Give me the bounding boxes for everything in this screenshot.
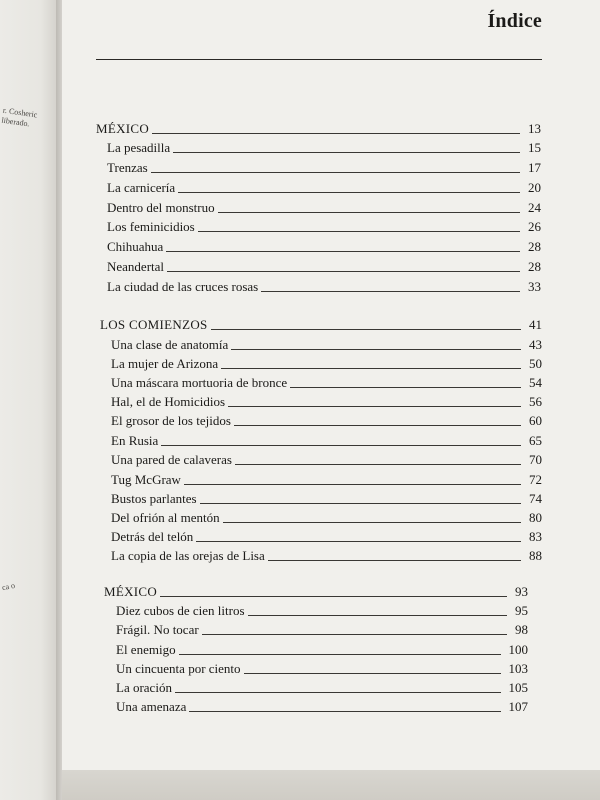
toc-entry-title: La pesadilla <box>107 140 171 155</box>
toc-entry-title: La copia de las orejas de Lisa <box>111 548 265 563</box>
toc-leader-line <box>178 192 520 193</box>
header-divider <box>96 59 542 60</box>
toc-entry-title: Trenzas <box>107 160 148 175</box>
toc-page-number: 103 <box>508 661 528 676</box>
toc-entry-row <box>107 177 541 196</box>
toc-leader-line <box>248 615 507 616</box>
left-page <box>0 0 58 800</box>
toc-entry-title: Diez cubos de cien litros <box>116 603 245 618</box>
toc-entry-title: Neandertal <box>107 259 165 274</box>
toc-leader-line <box>167 271 520 272</box>
toc-leader-line <box>235 464 521 465</box>
toc-page-number: 93 <box>515 584 528 599</box>
toc-entry-title: El enemigo <box>116 642 176 657</box>
page-bottom-edge <box>62 770 600 800</box>
toc-page-number: 15 <box>528 140 541 155</box>
toc-leader-line <box>189 711 500 712</box>
toc-entry-title: Del ofrión al mentón <box>111 510 220 525</box>
toc-page-number: 60 <box>529 413 542 428</box>
toc-leader-line <box>223 522 521 523</box>
toc-section-title: LOS COMIENZOS <box>100 317 208 332</box>
toc-entry-title: Tug McGraw <box>111 472 181 487</box>
toc-page-number: 72 <box>529 472 542 487</box>
toc-entry-title: Los feminicidios <box>107 219 195 234</box>
toc-entry-row <box>111 545 542 564</box>
toc-section-title: MÉXICO <box>96 121 150 136</box>
toc-entry-title: La mujer de Arizona <box>111 356 219 371</box>
toc-section-title: MÉXICO <box>104 584 158 599</box>
toc-entry-row <box>116 677 528 696</box>
toc-entry-row <box>116 619 528 638</box>
toc-entry-title: La ciudad de las cruces rosas <box>107 279 259 294</box>
toc-entry-title: Chihuahua <box>107 239 164 254</box>
toc-page-number: 83 <box>529 529 542 544</box>
toc-leader-line <box>202 634 507 635</box>
page-title: Índice <box>487 10 542 32</box>
toc-entry-row <box>116 696 528 715</box>
toc-page-number: 74 <box>529 491 542 506</box>
toc-entry-title: Una pared de calaveras <box>111 452 232 467</box>
toc-leader-line <box>290 387 521 388</box>
toc-section-row <box>96 118 541 137</box>
toc-entry-row <box>107 236 541 255</box>
toc-page-number: 43 <box>529 337 542 352</box>
toc-leader-line <box>166 251 520 252</box>
left-page-edge-text-bottom: ca o <box>1 580 16 593</box>
toc-entry-row <box>107 157 541 176</box>
toc-entry-row <box>111 526 542 545</box>
toc-page-number: 50 <box>529 356 542 371</box>
toc-entry-row <box>116 658 528 677</box>
toc-leader-line <box>198 231 520 232</box>
toc-entry-title: La oración <box>116 680 172 695</box>
toc-leader-line <box>211 329 521 330</box>
toc-page-number: 41 <box>529 317 542 332</box>
toc-entry-row <box>111 391 542 410</box>
toc-leader-line <box>268 560 521 561</box>
toc-entry-row <box>111 353 542 372</box>
toc-leader-line <box>175 692 501 693</box>
toc-leader-line <box>200 503 521 504</box>
toc-page-number: 65 <box>529 433 542 448</box>
toc-entry-title: Un cincuenta por ciento <box>116 661 241 676</box>
toc-page-number: 100 <box>508 642 528 657</box>
toc-page-number: 54 <box>529 375 542 390</box>
toc-leader-line <box>152 133 520 134</box>
toc-entry-title: Bustos parlantes <box>111 491 197 506</box>
toc-entry-title: Dentro del monstruo <box>107 200 215 215</box>
toc-leader-line <box>218 212 520 213</box>
toc-entry-row <box>107 216 541 235</box>
toc-entry-row <box>116 600 528 619</box>
toc-entry-title: La carnicería <box>107 180 176 195</box>
toc-leader-line <box>244 673 501 674</box>
toc-leader-line <box>173 152 520 153</box>
toc-leader-line <box>151 172 520 173</box>
toc-leader-line <box>184 484 521 485</box>
toc-leader-line <box>160 596 507 597</box>
toc-entry-title: El grosor de los tejidos <box>111 413 231 428</box>
toc-entry-row <box>111 469 542 488</box>
toc-entry-title: Frágil. No tocar <box>116 622 199 637</box>
toc-leader-line <box>261 291 520 292</box>
toc-page-number: 26 <box>528 219 541 234</box>
toc-page-number: 105 <box>508 680 528 695</box>
toc-section-row <box>100 314 542 333</box>
toc-page-number: 20 <box>528 180 541 195</box>
toc-leader-line <box>196 541 521 542</box>
toc-page-number: 98 <box>515 622 528 637</box>
toc-page-number: 88 <box>529 548 542 563</box>
toc-page-number: 17 <box>528 160 541 175</box>
toc-entry-row <box>111 372 542 391</box>
toc-page-number: 80 <box>529 510 542 525</box>
toc-entry-title: Detrás del telón <box>111 529 194 544</box>
toc-section-row <box>104 581 528 600</box>
toc-page-number: 28 <box>528 259 541 274</box>
toc-entry-row <box>111 430 542 449</box>
toc-leader-line <box>234 425 521 426</box>
toc-entry-row <box>111 449 542 468</box>
toc-leader-line <box>228 406 521 407</box>
toc-leader-line <box>179 654 501 655</box>
toc-page-number: 70 <box>529 452 542 467</box>
toc-entry-row <box>107 276 541 295</box>
toc-entry-row <box>111 488 542 507</box>
toc-leader-line <box>221 368 521 369</box>
toc-page-number: 33 <box>528 279 541 294</box>
toc-page-number: 56 <box>529 394 542 409</box>
toc-leader-line <box>231 349 521 350</box>
toc-entry-row <box>107 256 541 275</box>
toc-entry-title: Hal, el de Homicidios <box>111 394 226 409</box>
toc-page-number: 107 <box>508 699 528 714</box>
toc-entry-row <box>111 507 542 526</box>
toc-entry-row <box>107 197 541 216</box>
toc-leader-line <box>161 445 521 446</box>
toc-entry-row <box>107 137 541 156</box>
toc-entry-row <box>116 639 528 658</box>
toc-entry-title: Una máscara mortuoria de bronce <box>111 375 288 390</box>
toc-page-number: 24 <box>528 200 541 215</box>
toc-page-number: 28 <box>528 239 541 254</box>
toc-entry-row <box>111 410 542 429</box>
toc-page-number: 95 <box>515 603 528 618</box>
left-page-edge-text: r. Cosheric liberado. <box>0 105 38 129</box>
toc-entry-title: Una clase de anatomía <box>111 337 229 352</box>
toc-entry-title: Una amenaza <box>116 699 187 714</box>
toc-page-number: 13 <box>528 121 541 136</box>
toc-entry-title: En Rusia <box>111 433 159 448</box>
toc-entry-row <box>111 334 542 353</box>
